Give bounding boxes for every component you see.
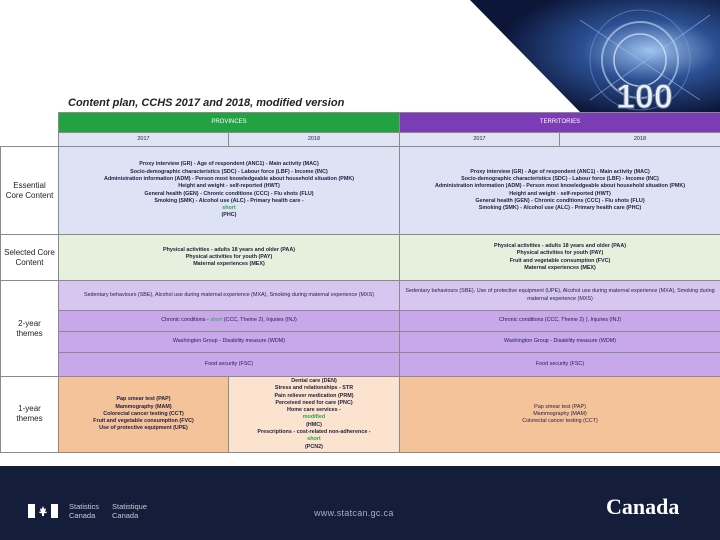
text-fragment: Smoking (SMK) - Alcohol use (ALC) - Primary health care - bbox=[154, 197, 304, 204]
content-line: Fruit and vegetable consumption (FVC) bbox=[93, 418, 194, 425]
essential-provinces bbox=[59, 147, 400, 235]
content-line: Height and weight - self-reported (HWT) bbox=[178, 183, 280, 190]
content-line: Pap smear test (PAP) bbox=[116, 396, 171, 403]
statcan-signature-fr bbox=[112, 502, 147, 520]
content-line bbox=[62, 198, 396, 220]
label-line: 1-year bbox=[18, 404, 41, 414]
chronic-provinces bbox=[59, 311, 400, 332]
content-line: Colorectal cancer testing (CCT) bbox=[522, 418, 598, 425]
content-line: Administration information (ADM) - Person most knowledgeable about household situation (PMK) bbox=[434, 183, 686, 190]
label-line: Content bbox=[15, 257, 44, 267]
washington-territories: Washington Group - Disability measure (WDM) bbox=[400, 332, 720, 353]
sedentary-provinces: Sedentary behaviours (SBE), Alcohol use during maternal experience (MXA), Smoking during maternal experience (MXS) bbox=[59, 281, 400, 311]
food-provinces: Food security (FSC) bbox=[59, 353, 400, 377]
text-fragment: (PHC) bbox=[221, 212, 237, 219]
highlight-word: short bbox=[210, 317, 223, 324]
content-line: Stress and relationships - STR bbox=[274, 385, 354, 392]
label-line: themes bbox=[16, 328, 43, 338]
corner-cell bbox=[1, 113, 59, 133]
content-line: Proxy interview (GR) - Age of respondent (ANC1) - Main activity (MAC) bbox=[470, 168, 650, 175]
content-line: General health (GEN) - Chronic conditions (CCC) - Flu shots (FLU) bbox=[144, 190, 314, 197]
signature-line: Canada bbox=[112, 511, 139, 520]
content-line: Maternal experiences (MEX) bbox=[524, 264, 596, 271]
content-line: Socio-demographic characteristics (SDC) - Labour force (LBF) - Income (INC) bbox=[130, 168, 328, 175]
highlight-word: short bbox=[307, 436, 321, 443]
one-year-territories bbox=[400, 377, 720, 453]
content-line: Colorectal cancer testing (CCT) bbox=[103, 410, 184, 417]
one-year-provinces-2018 bbox=[229, 377, 400, 453]
statcan-signature-en bbox=[69, 502, 99, 520]
content-line: Smoking (SMK) - Alcohol use (ALC) - Primary health care (PHC) bbox=[478, 205, 642, 212]
canada-flag-icon bbox=[28, 504, 58, 518]
label-line: Essential bbox=[13, 180, 46, 190]
text-fragment: (PCN2) bbox=[305, 443, 323, 450]
content-line: Socio-demographic characteristics (SDC) - Labour force (LBF) - Income (INC) bbox=[461, 175, 659, 182]
content-line: Dental care (DEN) bbox=[291, 378, 337, 384]
text-fragment: Chronic conditions - bbox=[161, 317, 211, 324]
signature-line: Statistics bbox=[69, 502, 100, 511]
provinces-header: PROVINCES bbox=[59, 113, 400, 133]
food-territories: Food security (FSC) bbox=[400, 353, 720, 377]
content-line: Administration information (ADM) - Person most knowledgeable about household situation (PMK) bbox=[103, 175, 355, 182]
sedentary-territories: Sedentary behaviours (SBE), Use of protective equipment (UPE), Alcohol use during maternal experience (MXA), Smoking during maternal experience (MXS) bbox=[400, 281, 720, 311]
label-line: 2-year bbox=[18, 318, 41, 328]
highlight-word: short bbox=[222, 205, 236, 212]
content-line: Physical activities - adults 18 years and older (PAA) bbox=[162, 246, 296, 253]
content-line: Physical activities for youth (PAY) bbox=[516, 250, 604, 257]
website-link[interactable]: www.statcan.gc.ca bbox=[314, 508, 394, 518]
selected-territories bbox=[400, 235, 720, 281]
content-line bbox=[232, 407, 396, 429]
content-line: Pain reliever medication (PRM) bbox=[274, 392, 354, 399]
content-plan-table bbox=[0, 112, 720, 453]
selected-provinces bbox=[59, 235, 400, 281]
content-line: Height and weight - self-reported (HWT) bbox=[509, 190, 611, 197]
content-line: Physical activities for youth (PAY) bbox=[185, 253, 273, 260]
row-label-essential bbox=[1, 147, 59, 235]
content-line bbox=[232, 429, 396, 451]
content-line: Fruit and vegetable consumption (FVC) bbox=[509, 257, 611, 264]
one-year-provinces-2017 bbox=[59, 377, 229, 453]
label-line: themes bbox=[16, 414, 43, 424]
corner-cell-2 bbox=[1, 133, 59, 147]
content-line: Physical activities - adults 18 years and older (PAA) bbox=[493, 242, 627, 249]
highlight-word: modified bbox=[302, 414, 326, 421]
canada-wordmark: Canada bbox=[606, 494, 680, 519]
header-banner bbox=[430, 0, 720, 112]
essential-territories bbox=[400, 147, 720, 235]
content-line: Maternal experiences (MEX) bbox=[193, 261, 265, 268]
row-label-one-year bbox=[1, 377, 59, 453]
content-line: Proxy interview (GR) - Age of respondent (ANC1) - Main activity (MAC) bbox=[139, 161, 319, 168]
territories-header: TERRITORIES bbox=[400, 113, 720, 133]
text-fragment: Prescriptions - cost-related non-adherence - bbox=[257, 429, 371, 436]
content-line: Mammography (MAM) bbox=[533, 410, 587, 417]
page-title: Content plan, CCHS 2017 and 2018, modified version bbox=[68, 97, 345, 109]
content-line: Mammography (MAM) bbox=[115, 403, 172, 410]
year-terr-2018: 2018 bbox=[560, 133, 720, 147]
content-line: Perceived need for care (PNC) bbox=[275, 399, 353, 406]
signature-line: Statistique bbox=[112, 502, 148, 511]
label-line: Selected Core bbox=[4, 247, 55, 257]
content-line: Use of protective equipment (UPE) bbox=[99, 425, 188, 432]
banner-number: 100 bbox=[616, 78, 673, 112]
year-prov-2017: 2017 bbox=[59, 133, 229, 147]
content-line: Pap smear test (PAP) bbox=[534, 403, 586, 410]
label-line: Core Content bbox=[5, 190, 54, 200]
content-line: General health (GEN) - Chronic conditions (CCC) - Flu shots (FLU) bbox=[475, 197, 645, 204]
text-fragment: (CCC, Theme 2), Injuries (INJ) bbox=[222, 317, 297, 324]
text-fragment: Home care services - bbox=[287, 407, 341, 414]
banner-graphic bbox=[430, 0, 720, 112]
year-terr-2017: 2017 bbox=[400, 133, 560, 147]
text-fragment: (HMC) bbox=[306, 421, 322, 428]
washington-provinces: Washington Group - Disability measure (WDM) bbox=[59, 332, 400, 353]
row-label-two-year bbox=[1, 281, 59, 377]
signature-line: Canada bbox=[69, 511, 96, 520]
year-prov-2018: 2018 bbox=[229, 133, 400, 147]
chronic-territories: Chronic conditions (CCC, Theme 2) ), Injuries (INJ) bbox=[400, 311, 720, 332]
row-label-selected bbox=[1, 235, 59, 281]
